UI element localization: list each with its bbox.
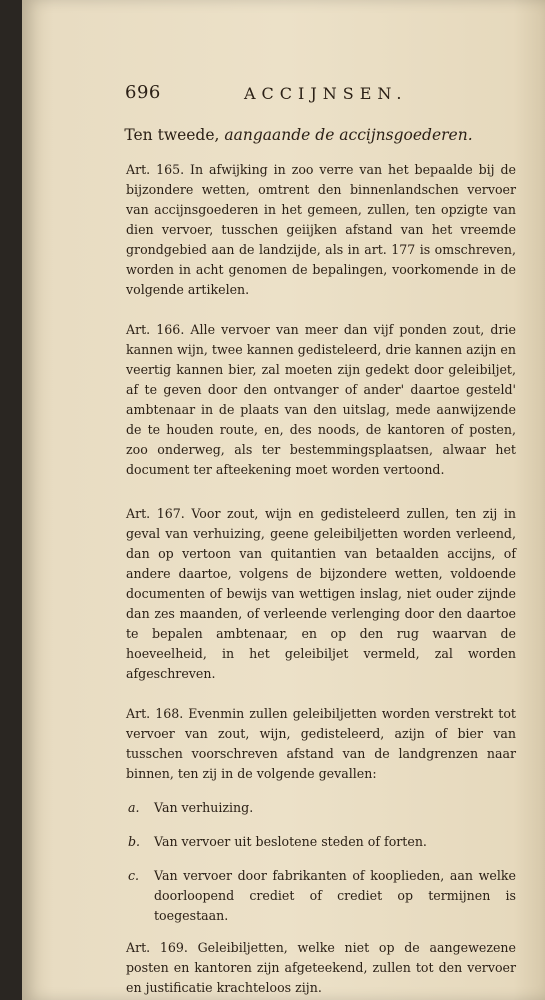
list-item-text: Van vervoer uit beslotene steden of forten.: [154, 834, 427, 849]
article-167: Art. 167. Voor zout, wijn en gedisteleerd zullen, ten zij in geval van verhuizing, geene geleibiljetten worden verleend, dan op vertoon van quitantien van betaalden accijns, of andere daartoe, volgens de bijzondere wetten, voldoende documenten of bewijs van wettigen inslag, niet ouder zijnde dan zes maanden, of verleende verlenging door den daartoe te bepalen ambtenaar, en op den rug waarvan de hoeveelheid, in het geleibiljet vermeld, zal worden afgeschreven.: [126, 506, 516, 681]
list-item-b: [126, 832, 516, 852]
section-title-italic: aangaande de accijnsgoederen.: [224, 126, 473, 144]
section-title: [22, 126, 545, 144]
page-number: 696: [125, 82, 161, 103]
list-item-text: Van vervoer door fabrikanten of kooplieden, aan welke doorloopend crediet of crediet op termijnen is toegestaan.: [154, 868, 516, 923]
book-page: [22, 0, 545, 1000]
list-item-c: [126, 866, 516, 926]
running-head: ACCIJNSEN.: [244, 84, 408, 103]
list-item-letter: c.: [128, 868, 140, 883]
page-header: [22, 82, 545, 112]
section-title-lead: Ten tweede,: [124, 126, 220, 144]
list-item-letter: a.: [128, 800, 140, 815]
list-item-a: [126, 798, 516, 818]
article-165: Art. 165. In afwijking in zoo verre van het bepaalde bij de bijzondere wetten, omtrent den binnenlandschen vervoer van accijnsgoederen in het gemeen, zullen, ten opzigte van dien vervoer, tusschen geiijken afstand van het vreemde grondgebied aan de landzijde, als in art. 177 is omschreven, worden in acht genomen de bepalingen, voorkomende in de volgende artikelen.: [126, 162, 516, 297]
article-168: Art. 168. Evenmin zullen geleibiljetten worden verstrekt tot vervoer van zout, wijn, gedisteleerd, azijn of bier van tusschen voorschreven afstand van de landgrenzen naar binnen, ten zij in de volgende gevallen:: [126, 706, 516, 781]
article-169: Art. 169. Geleibiljetten, welke niet op de aangewezene posten en kantoren zijn afgeteekend, zullen tot den vervoer en justificatie krachteloos zijn.: [126, 940, 516, 995]
list-item-text: Van verhuizing.: [154, 800, 254, 815]
article-166: Art. 166. Alle vervoer van meer dan vijf ponden zout, drie kannen wijn, twee kannen gedisteleerd, drie kannen azijn en veertig kannen bier, zal moeten zijn gedekt door geleibiljet, af te geven door den ontvanger of ander' daartoe gesteld' ambtenaar in de plaats van den uitslag, mede aanwijzende de te houden route, en, des noods, de kantoren of posten, zoo onderweg, als ter bestemmingsplaatsen, alwaar het document ter afteekening moet worden vertoond.: [126, 322, 516, 477]
list-item-letter: b.: [128, 834, 141, 849]
body-text: [126, 160, 516, 998]
